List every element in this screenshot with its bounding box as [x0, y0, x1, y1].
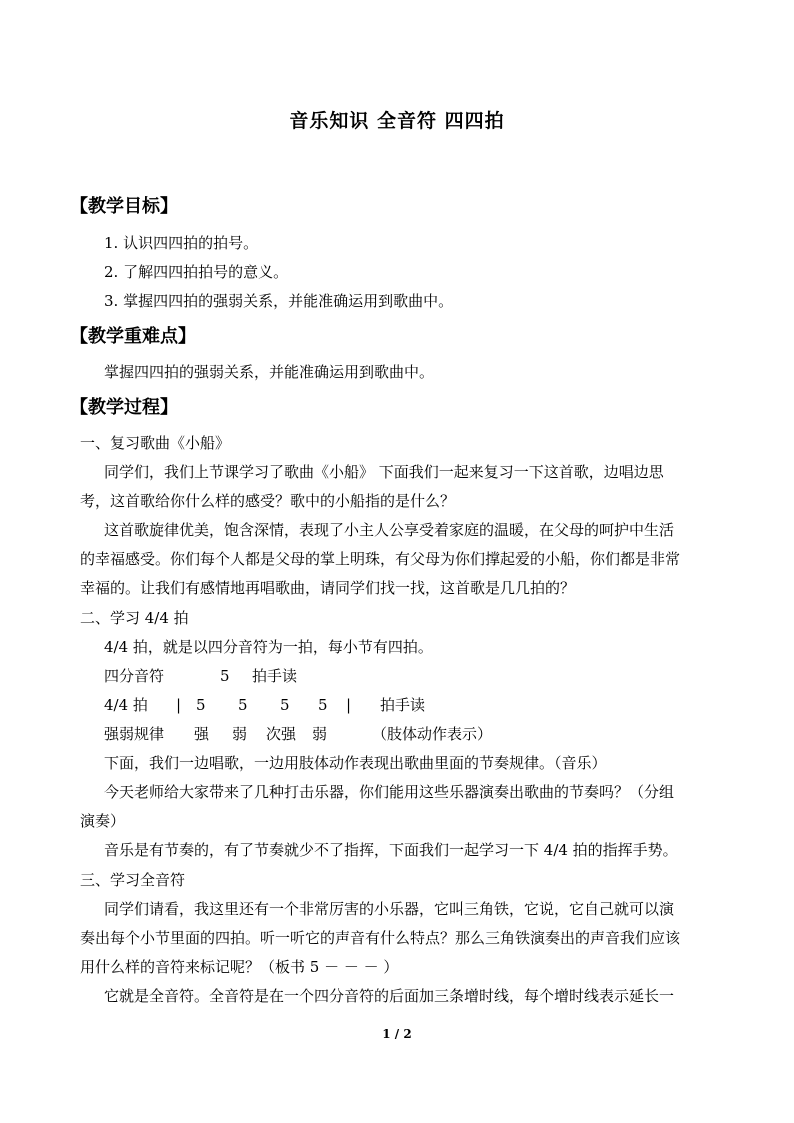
quarter-clap: 拍手读 — [252, 667, 298, 685]
strength-note: （肢体动作表示） — [372, 725, 493, 743]
section-1-line-3: 这首歌旋律优美，饱含深情，表现了小主人公享受着家庭的温暖，在父母的呵护中生活 — [104, 521, 675, 539]
section-1-title: 一、复习歌曲《小船》 — [80, 434, 231, 452]
keypoints-text: 掌握四四拍的强弱关系，并能准确运用到歌曲中。 — [104, 363, 435, 381]
section-2-line-4: 音乐是有节奏的，有了节奏就少不了指挥，下面我们一起学习一下 4/4 拍的指挥手势。 — [104, 841, 678, 859]
section-3-line-1: 同学们请看，我这里还有一个非常厉害的小乐器，它叫三角铁，它说，它自己就可以演 — [104, 900, 675, 918]
section-1-line-2: 考，这首歌给你什么样的感受？歌中的小船指的是什么？ — [80, 492, 456, 510]
section-2-line-1: 下面，我们一边唱歌，一边用肢体动作表现出歌曲里面的节奏规律。（音乐） — [104, 754, 607, 772]
section-2-intro: 4/4 拍，就是以四分音符为一拍，每小节有四拍。 — [104, 638, 433, 656]
section-3-line-2: 奏出每个小节里面的四拍。听一听它的声音有什么特点？那么三角铁演奏出的声音我们应该 — [80, 929, 681, 947]
objectives-heading: 【教学目标】 — [70, 196, 178, 217]
keypoints-heading: 【教学重难点】 — [70, 326, 196, 347]
section-3-line-3: 用什么样的音符来标记呢？（板书 5 － － － ） — [80, 958, 399, 976]
quarter-label: 四分音符 — [104, 667, 165, 685]
section-1-line-1: 同学们，我们上节课学习了歌曲《小船》 下面我们一起来复习一下这首歌，边唱边思 — [104, 463, 664, 481]
quarter-note: 5 — [220, 667, 230, 685]
beat-2: 5 — [238, 696, 248, 714]
section-2-line-2: 今天老师给大家带来了几种打击乐器，你们能用这些乐器演奏出歌曲的节奏吗？（分组 — [104, 783, 675, 801]
strength-weak-1: 弱 — [232, 725, 248, 743]
section-2-title: 二、学习 4/4 拍 — [80, 609, 189, 627]
strength-strong: 强 — [194, 725, 210, 743]
page-number: 1 / 2 — [382, 1027, 412, 1041]
measure-row — [104, 695, 425, 715]
objective-item-1: 1. 认识四四拍的拍号。 — [104, 234, 259, 252]
section-1-line-5: 幸福的。让我们有感情地再唱歌曲，请同学们找一找，这首歌是几几拍的？ — [80, 579, 576, 597]
process-heading: 【教学过程】 — [70, 397, 178, 418]
section-3-title: 三、学习全音符 — [80, 871, 186, 889]
beat-4: 5 — [318, 696, 328, 714]
page-title: 音乐知识 全音符 四四拍 — [289, 110, 505, 132]
objective-item-3: 3. 掌握四四拍的强弱关系，并能准确运用到歌曲中。 — [104, 292, 454, 310]
measure-label: 4/4 拍 — [104, 696, 148, 714]
objective-item-2: 2. 了解四四拍拍号的意义。 — [104, 263, 289, 281]
strength-sub-strong: 次强 — [266, 725, 297, 743]
section-3-line-4: 它就是全音符。全音符是在一个四分音符的后面加三条增时线，每个增时线表示延长一 — [104, 987, 675, 1005]
quarter-note-row — [104, 666, 297, 686]
strength-label: 强弱规律 — [104, 725, 165, 743]
beat-1: 5 — [196, 696, 206, 714]
beat-3: 5 — [280, 696, 290, 714]
barline-left: | — [176, 696, 182, 714]
barline-right: | — [346, 696, 352, 714]
measure-clap: 拍手读 — [380, 696, 426, 714]
strength-row — [104, 724, 492, 744]
strength-weak-2: 弱 — [312, 725, 328, 743]
section-1-line-4: 的幸福感受。你们每个人都是父母的掌上明珠，有父母为你们撑起爱的小船，你们都是非常 — [80, 550, 681, 568]
section-2-line-3: 演奏） — [80, 812, 126, 830]
